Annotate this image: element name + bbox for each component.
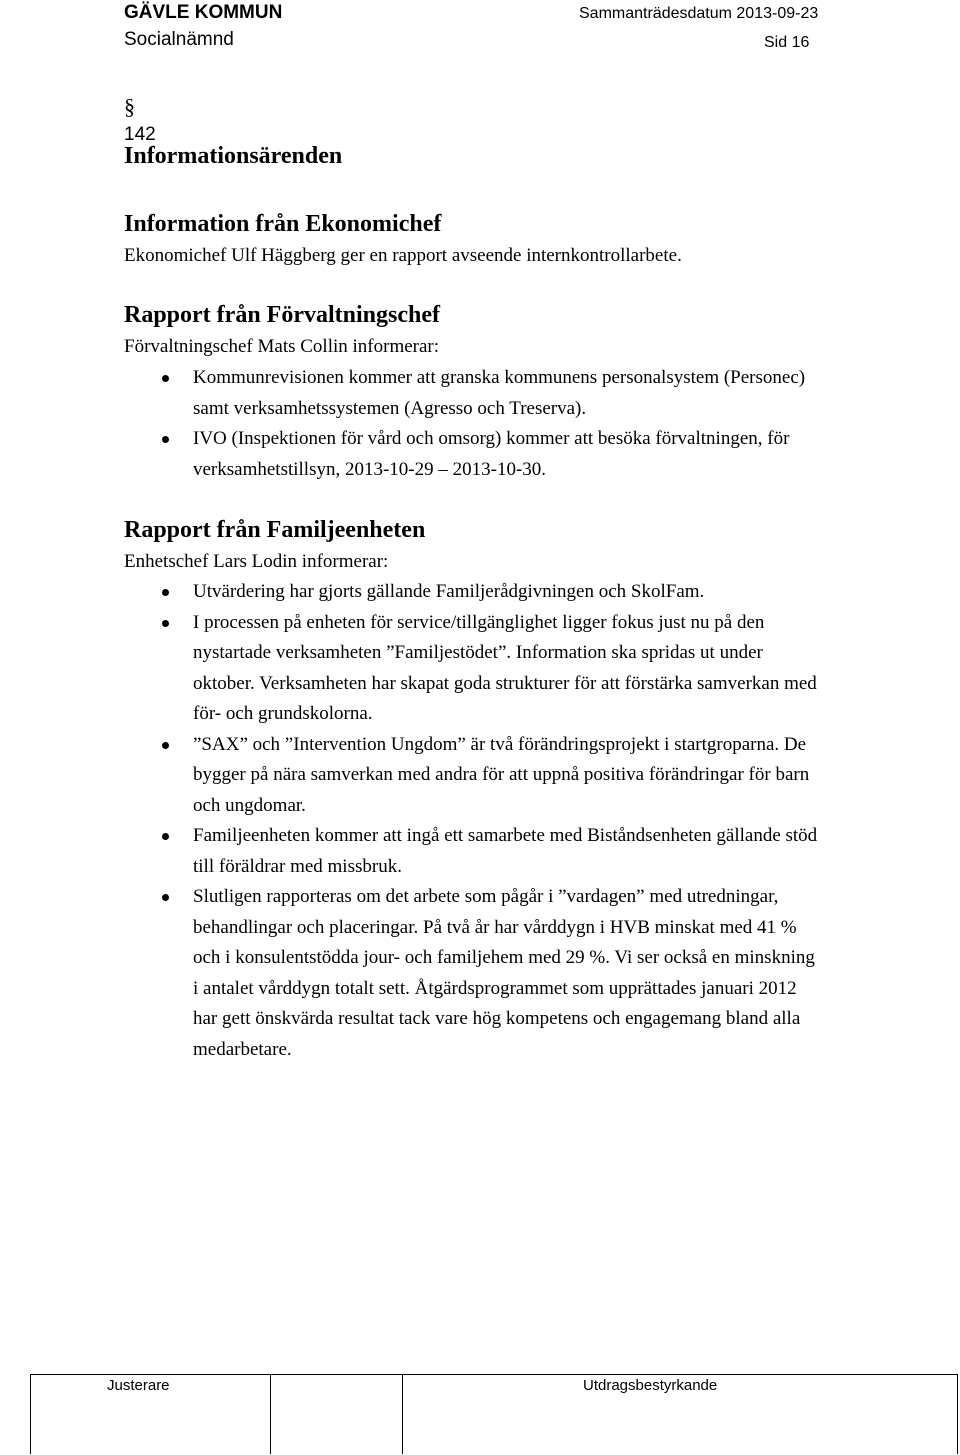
- list-item: Utvärdering har gjorts gällande Familjerådgivningen och SkolFam.: [124, 577, 824, 608]
- list-item: ”SAX” och ”Intervention Ungdom” är två förändringsprojekt i startgroparna. De bygger på nära samverkan med andra för att uppnå positiva förändringar för barn och ungdomar.: [124, 730, 824, 822]
- list-item: I processen på enheten för service/tillgänglighet ligger fokus just nu på den nystartade verksamheten ”Familjestödet”. Information ska spridas ut under oktober. Verksamheten har skapat goda strukturer för att förstärka samverkan med för- och grundskolorna.: [124, 608, 824, 730]
- organization-name: GÄVLE KOMMUN: [124, 2, 283, 23]
- paragraph-number: [124, 94, 156, 148]
- footer-justerare-label: Justerare: [107, 1377, 170, 1394]
- meeting-date: Sammanträdesdatum 2013-09-23: [579, 5, 819, 22]
- section-intro-ekonomichef: Ekonomichef Ulf Häggberg ger en rapport avseende internkontrollarbete.: [124, 245, 682, 266]
- footer-utdrag-label: Utdragsbestyrkande: [583, 1377, 718, 1394]
- section-heading-forvaltningschef: Rapport från Förvaltningschef: [124, 302, 440, 328]
- section-symbol: §: [124, 94, 135, 119]
- paragraph-number-value: 142: [124, 124, 156, 145]
- bullet-list-familjeenheten: [124, 577, 824, 1065]
- page-number: Sid 16: [764, 34, 810, 51]
- footer-divider: [30, 1374, 958, 1375]
- list-item: Kommunrevisionen kommer att granska kommunens personalsystem (Personec) samt verksamhetssystemen (Agresso och Treserva).: [124, 363, 824, 424]
- department-name: Socialnämnd: [124, 29, 234, 50]
- section-heading-familjeenheten: Rapport från Familjeenheten: [124, 517, 426, 543]
- footer-box-edge: [270, 1374, 271, 1454]
- footer-box-edge: [957, 1374, 958, 1454]
- document-title: Informationsärenden: [124, 143, 343, 169]
- footer-box-edge: [30, 1374, 31, 1454]
- list-item: Familjeenheten kommer att ingå ett samarbete med Biståndsenheten gällande stöd till föräldrar med missbruk.: [124, 821, 824, 882]
- section-intro-familjeenheten: Enhetschef Lars Lodin informerar:: [124, 551, 389, 572]
- bullet-list-forvaltningschef: [124, 363, 824, 485]
- list-item: Slutligen rapporteras om det arbete som pågår i ”vardagen” med utredningar, behandlingar och placeringar. På två år har vårddygn i HVB minskat med 41 % och i konsulentstödda jour- och familjehem med 29 %. Vi ser också en minskning i antalet vårddygn totalt sett. Åtgärdsprogrammet som upprättades januari 2012 har gett önskvärda resultat tack vare hög kompetens och engagemang bland alla medarbetare.: [124, 882, 824, 1065]
- footer-box-edge: [402, 1374, 403, 1454]
- page-header: [124, 2, 282, 51]
- section-intro-forvaltningschef: Förvaltningschef Mats Collin informerar:: [124, 336, 440, 357]
- section-heading-ekonomichef: Information från Ekonomichef: [124, 211, 442, 237]
- list-item: IVO (Inspektionen för vård och omsorg) kommer att besöka förvaltningen, för verksamhetstillsyn, 2013-10-29 – 2013-10-30.: [124, 424, 824, 485]
